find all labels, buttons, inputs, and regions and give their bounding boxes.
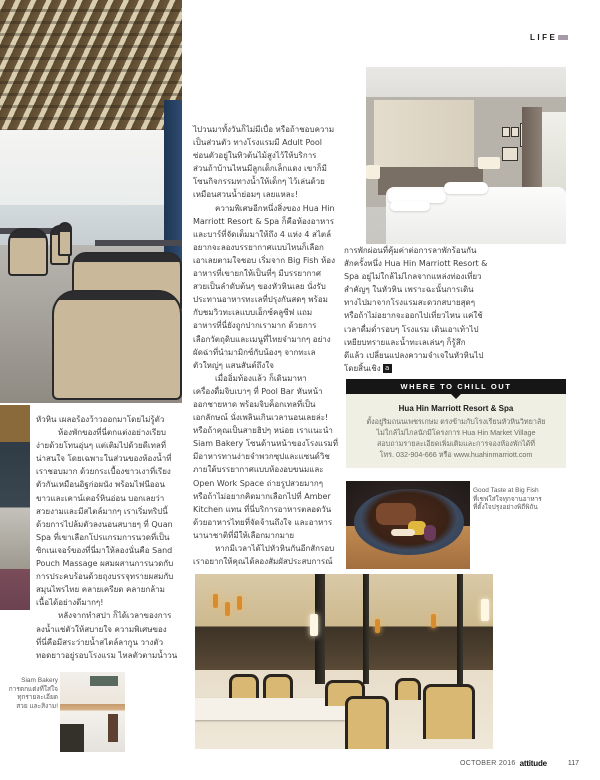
caption-line: ทุกรายละเอียด [17,694,58,702]
article-line: อาหารที่เขายกให้เป็นที่ๆ มีบรรยากาศ [193,269,321,279]
article-line: อยากจะลองบรรยากาศแบบไหนก็เลือก [193,242,324,252]
article-line: สวยเป็นลำดับต้นๆ ของหัวหินเลย นั่งรับ [193,282,326,292]
article-line: หรือถ้าไม่อยากจะออกไปเที่ยวไหน แค่ใช้ [344,311,483,321]
page-footer [460,756,600,770]
photo-vegetable [424,525,436,541]
article-line: Siam Bakery โซนด้านหน้าของโรงแรมที่ [193,439,339,449]
photo-pillow [444,182,488,194]
article-line: เครื่องดื่มจิบเบาๆ ที่ Pool Bar หันหน้า [193,386,323,396]
photo-wall-lamp [481,599,489,621]
article-line: ลงน้ำแช่ตัวให้สบายใจ ความพิเศษของ [36,624,167,634]
article-line: มีอาหารทานง่ายจำพวกซุปและแซนด์วิช [193,452,330,462]
article-line: ซิกเนเจอร์ของที่นี่มาให้ลองนั่นคือ Sand [36,545,173,555]
caption-line: Good Taste at Big Fish [473,487,539,494]
photo-pendant-light [225,602,230,616]
article-line: หรือถ้าไม่อยากคิดมากเลือกไปที่ Amber [193,491,331,501]
photo-chair [423,684,475,739]
info-box-contact: โทร. 032-904-666 หรือ www.huahinmarriott.com [379,450,533,459]
article-line: เราอยากให้คุณได้ลองสัมผัสประสบการณ์ [193,557,333,567]
photo-pendant-light [237,596,242,610]
article-line: ทางไปมาจากโรงแรมสะดวกสบายสุดๆ [344,298,476,308]
photo-column [363,574,369,684]
article-line: ภายใต้บรรยากาศแบบห้องอบขนมและ [193,465,324,475]
article-line: เอกลักษณ์ นั่งเพลินเกินเวลานอนเลยล่ะ! [193,413,329,423]
article-line: ไปวนมาทั้งวันก็ไม่มีเบื่อ หรือถ้าชอบความ [193,125,335,134]
caption-line: ที่เชฟใส่ใจทุกจานอาหาร [473,495,542,503]
photo-shelf [108,714,118,742]
photo-frame [511,127,519,137]
caption-line: ที่ตั้งใจปรุงอย่างพิถีพิถัน [473,504,538,512]
info-box-location: ไม่ใกล้ไม่ไกลนักมีโครงการ Hua Hin Market Village [376,428,536,437]
article-column-left [36,413,190,662]
article-line: ตัวกันเหมือนอิฐก่อผนัง พร้อมไฟนีออน [36,480,165,490]
article-line: เนื้อได้อย่างดีมากๆ! [36,598,104,608]
article-column-middle-top [193,123,361,568]
issue-date: OCTOBER 2016 [460,759,516,767]
photo-amber-kitchen [195,574,493,749]
article-line: Pouch Massage ผสมผสานการนวดกับ [36,559,174,569]
article-line: ประทานอาหารทะเลที่ปรุงกันสดๆ พร้อม [193,295,328,305]
photo-chair [395,678,421,700]
end-mark-icon: a [383,364,392,373]
photo-frame [502,127,510,137]
photo-lamp [478,157,500,169]
article-line: โซนกิจกรรมทางน้ำให้เด็กๆ ไว้เล่นด้วย [193,177,325,187]
article-line: ห้องพักของที่นี่ตกแต่งอย่างเรียบ [58,428,167,438]
article-line: ออกชายหาด พร้อมจิบค็อกเทลที่เป็น [193,399,316,409]
photo-chair [58,222,72,256]
article-line: ซ่อนตัวอยู่ในทิวต้นไม้สูงไว้ให้บริการ [193,151,317,161]
article-line: หากมีเวลาได้ไปหัวหินกันอีกสักรอบ [215,544,335,553]
info-box-booking: สอบถามรายละเอียดเพิ่มเติมและการจองห้องพักได้ที่ [376,439,536,448]
photo-chair [8,228,48,276]
article-line: น่าสนใจ โดยเฉพาะในส่วนของห้องน้ำที่ [36,454,172,464]
article-line: หลังจากทำสปา ก็ได้เวลาของการ [58,611,172,621]
article-line: ง่ายด้วยโทนอุ่นๆ แต่เติมไปด้วยดีเทลที่ [36,441,167,451]
article-line: ตัวใหญ่ๆ แสนสันต์ถึงใจ [193,360,274,370]
photo-window [90,676,118,686]
article-line: ที่นี่คือมีสระว่ายน้ำสไตล์ลากูน วางตัว [36,637,164,647]
photo-pillow [390,201,430,211]
info-box-address: ตั้งอยู่ริมถนนเพชรเกษม ตรงข้ามกับโรงเรียนหัวหินวิทยาลัย [366,417,546,426]
article-line: สำคัญๆ ในหัวหิน เพราะฉะนั้นการเดิน [344,285,474,295]
section-label-text: LIFE [530,33,558,42]
article-line: Open Work Space ถ่ายรูปสวยมากๆ [193,478,323,488]
article-line: หรือถ้าคุณเป็นสายฮิปๆ หน่อย เราแนะนำ [193,426,333,436]
article-line: Kitchen แทน ที่นี่บริการอาหารตลอดวัน [193,504,332,514]
article-line [344,362,580,375]
article-line: เหยียบทรายและน้ำทะเลเล่นๆ ก็รู้สึก [344,337,466,347]
article-line: การประคบร้อนด้วยถุงบรรจุทรายผสมกับ [36,572,174,582]
article-line-text: โดยสิ้นเชิง [344,363,381,373]
article-line: เป็นส่วนตัว ทางโรงแรมมี Adult Pool [193,138,323,148]
article-line: Spa อยู่ไม่ใกล้ไม่ไกลจากแหล่งท่องเที่ยว [344,272,482,282]
article-line: ความพิเศษอีกหนึ่งสิ่งของ Hua Hin [215,203,335,213]
article-line: เมื่ออิ่มท้องแล้ว ก็เดินมาหา [215,373,307,383]
article-line: การพักผ่อนที่คุ้มค่าต่อการลาพักร้อนกัน [344,246,477,255]
photo-headboard [374,100,474,170]
caption-food [473,487,593,513]
photo-pendant-light [431,614,436,628]
photo-counter [60,724,84,752]
caption-line: การตกแต่งที่ใส่ใจ [8,685,58,693]
magazine-brand: attitude [519,758,547,768]
photo-food-big-fish [346,481,470,569]
photo-sky [0,130,182,210]
caption-line: Siam Bakery [21,677,58,684]
photo-table [95,240,182,246]
section-label-bar [558,35,568,40]
article-line: สวยงามและมีสไตล์มากๆ เราเริ่มทริปนี้ [36,506,168,516]
photo-column [457,574,463,684]
photo-vegetable [391,529,415,536]
article-line: เราชอบมาก ด้วยกระเบื้องขาวเงาที่เรียง [36,467,171,477]
article-line: เวลาดื่มด่ำรอบๆ โรงแรม เดินเอาเท้าไป [344,324,479,334]
article-line: ด้วยการไปล้มตัวลงนอนสบายๆ ที่ Quan [36,519,173,529]
photo-siam-bakery [60,672,125,752]
caption-line: สวย และสิงาม! [16,702,58,710]
article-line: นานาชาติที่มีให้เลือกมากมาย [193,530,295,540]
article-line: Spa ที่เขาเลือกโปรแกรมการนวดที่เป็น [36,532,170,542]
photo-bedroom [366,67,566,257]
article-line: ทอดยาวอยู่รอบโรงแรม ไหลตัวตามน้ำวน [36,650,178,660]
article-line: เอาเลยตามใจชอบ เริ่มจาก Big Fish ห้อง [193,255,335,265]
info-box-title: WHERE TO CHILL OUT [346,379,566,394]
article-line: เหมือนสวนน้ำย่อมๆ เลยแหละ! [193,190,299,200]
info-box-hotel-name: Hua Hin Marriott Resort & Spa [398,404,514,413]
article-line: หัวหิน เผลอร้องว้าวออกมาโดยไม่รู้ตัว [36,415,165,424]
article-line: กับชมวิวทะเลแบบเอ็กซ์คลูซีฟ แถม [193,308,313,318]
article-line: Marriott Resort & Spa ก็คือห้องอาหาร [193,216,335,226]
photo-pendant-light [375,619,380,633]
photo-table [195,698,345,720]
info-box-where-to-chill-out [346,379,566,468]
article-line: และบาร์ที่จัดเต็มมาให้ถึง 4 แห่ง 4 สไตล์ [193,229,331,239]
photo-chair [263,674,293,698]
photo-chair [345,696,389,749]
photo-frame [502,147,518,161]
article-column-right [344,244,580,375]
photo-wall-lamp [310,614,318,636]
article-line: ดีแล้ว เปลี่ยนแปลงความจำเจในหัวหินไป [344,350,484,360]
photo-chair [52,290,182,400]
article-line: สักครั้งหนึ่ง Hua Hin Marriott Resort & [344,259,488,269]
section-label [530,33,568,42]
article-line: ด้วยอาหารไทยที่จัดจ้านถึงใจ และอาหาร [193,517,333,527]
page-number: 117 [567,759,580,767]
article-line: ผัดฉ่าที่นำมามิกซ์กับน้องๆ จากทะเล [193,347,316,357]
caption-siam-bakery [0,677,58,711]
article-line: อาหารที่นี่ยังถูกปากเรามาก ด้วยการ [193,321,317,331]
photo-lamp [366,165,380,179]
photo-bakery-strip [0,405,30,610]
photo-pendant-light [213,594,218,608]
photo-ceiling [0,0,182,130]
article-line: สมุนไพรไทย คลายเครียด คลายกล้าม [36,585,165,595]
article-line: ส่วนถ้าบ้านไหนมีลูกเด็กเล็กแดง เขาก็มี [193,164,327,174]
article-line: ขาวและเคาน์เตอร์หินอ่อน บอกเลยว่า [36,493,165,503]
photo-chair [229,674,259,698]
article-line: เลือกวัตถุดิบและเมนูที่ไทยจ๋ามากๆ อย่าง [193,334,331,344]
photo-restaurant-big-fish [0,0,182,403]
